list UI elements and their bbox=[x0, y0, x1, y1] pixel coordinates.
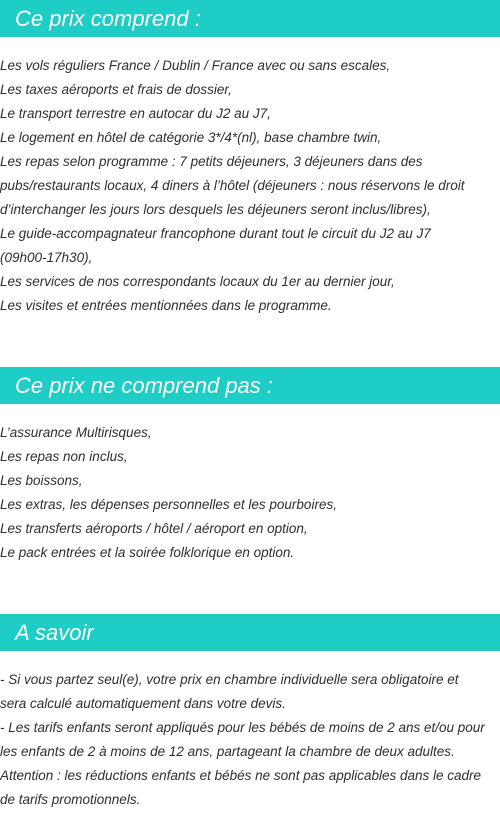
included-item-taxes: Les taxes aéroports et frais de dossier, bbox=[0, 82, 232, 97]
not-included-list bbox=[0, 421, 500, 565]
good-to-know-children-line-1: - Les tarifs enfants seront appliqués pour les bébés de moins de 2 ans et/ou pour bbox=[0, 720, 485, 735]
section-header-included: Ce prix comprend : bbox=[0, 0, 500, 37]
included-item-guide-line-1: Le guide-accompagnateur francophone durant tout le circuit du J2 au J7 bbox=[0, 226, 431, 241]
included-item-meals-line-3: d’interchanger les jours lors desquels les déjeuners seront inclus/libres), bbox=[0, 202, 431, 217]
included-item-visits: Les visites et entrées mentionnées dans le programme. bbox=[0, 298, 332, 313]
not-included-item-transfers: Les transferts aéroports / hôtel / aéroport en option, bbox=[0, 521, 308, 536]
good-to-know-list bbox=[0, 668, 500, 812]
not-included-item-extras: Les extras, les dépenses personnelles et les pourboires, bbox=[0, 497, 337, 512]
not-included-item-meals: Les repas non inclus, bbox=[0, 449, 128, 464]
included-item-transport: Le transport terrestre en autocar du J2 au J7, bbox=[0, 106, 271, 121]
included-list bbox=[0, 54, 500, 318]
included-item-flights: Les vols réguliers France / Dublin / France avec ou sans escales, bbox=[0, 58, 391, 73]
not-included-item-insurance: L’assurance Multirisques, bbox=[0, 425, 152, 440]
included-item-meals-line-2: pubs/restaurants locaux, 4 diners à l’hôtel (déjeuners : nous réservons le droit bbox=[0, 178, 465, 193]
good-to-know-children-line-2: les enfants de 2 à moins de 12 ans, partageant la chambre de deux adultes. bbox=[0, 744, 455, 759]
section-header-not-included: Ce prix ne comprend pas : bbox=[0, 367, 500, 404]
included-item-local-services: Les services de nos correspondants locaux du 1er au dernier jour, bbox=[0, 274, 395, 289]
good-to-know-attention-line-1: Attention : les réductions enfants et bébés ne sont pas applicables dans le cadre bbox=[0, 768, 482, 783]
section-header-good-to-know: A savoir bbox=[0, 614, 500, 651]
included-item-lodging: Le logement en hôtel de catégorie 3*/4*(nl), base chambre twin, bbox=[0, 130, 382, 145]
not-included-item-pack: Le pack entrées et la soirée folklorique en option. bbox=[0, 545, 295, 560]
not-included-item-drinks: Les boissons, bbox=[0, 473, 83, 488]
good-to-know-single-line-2: sera calculé automatiquement dans votre devis. bbox=[0, 696, 286, 711]
good-to-know-single-line-1: - Si vous partez seul(e), votre prix en chambre individuelle sera obligatoire et bbox=[0, 672, 459, 687]
good-to-know-attention-line-2: de tarifs promotionnels. bbox=[0, 792, 141, 807]
included-item-guide-line-2: (09h00-17h30), bbox=[0, 250, 93, 265]
included-item-meals-line-1: Les repas selon programme : 7 petits déjeuners, 3 déjeuners dans des bbox=[0, 154, 423, 169]
